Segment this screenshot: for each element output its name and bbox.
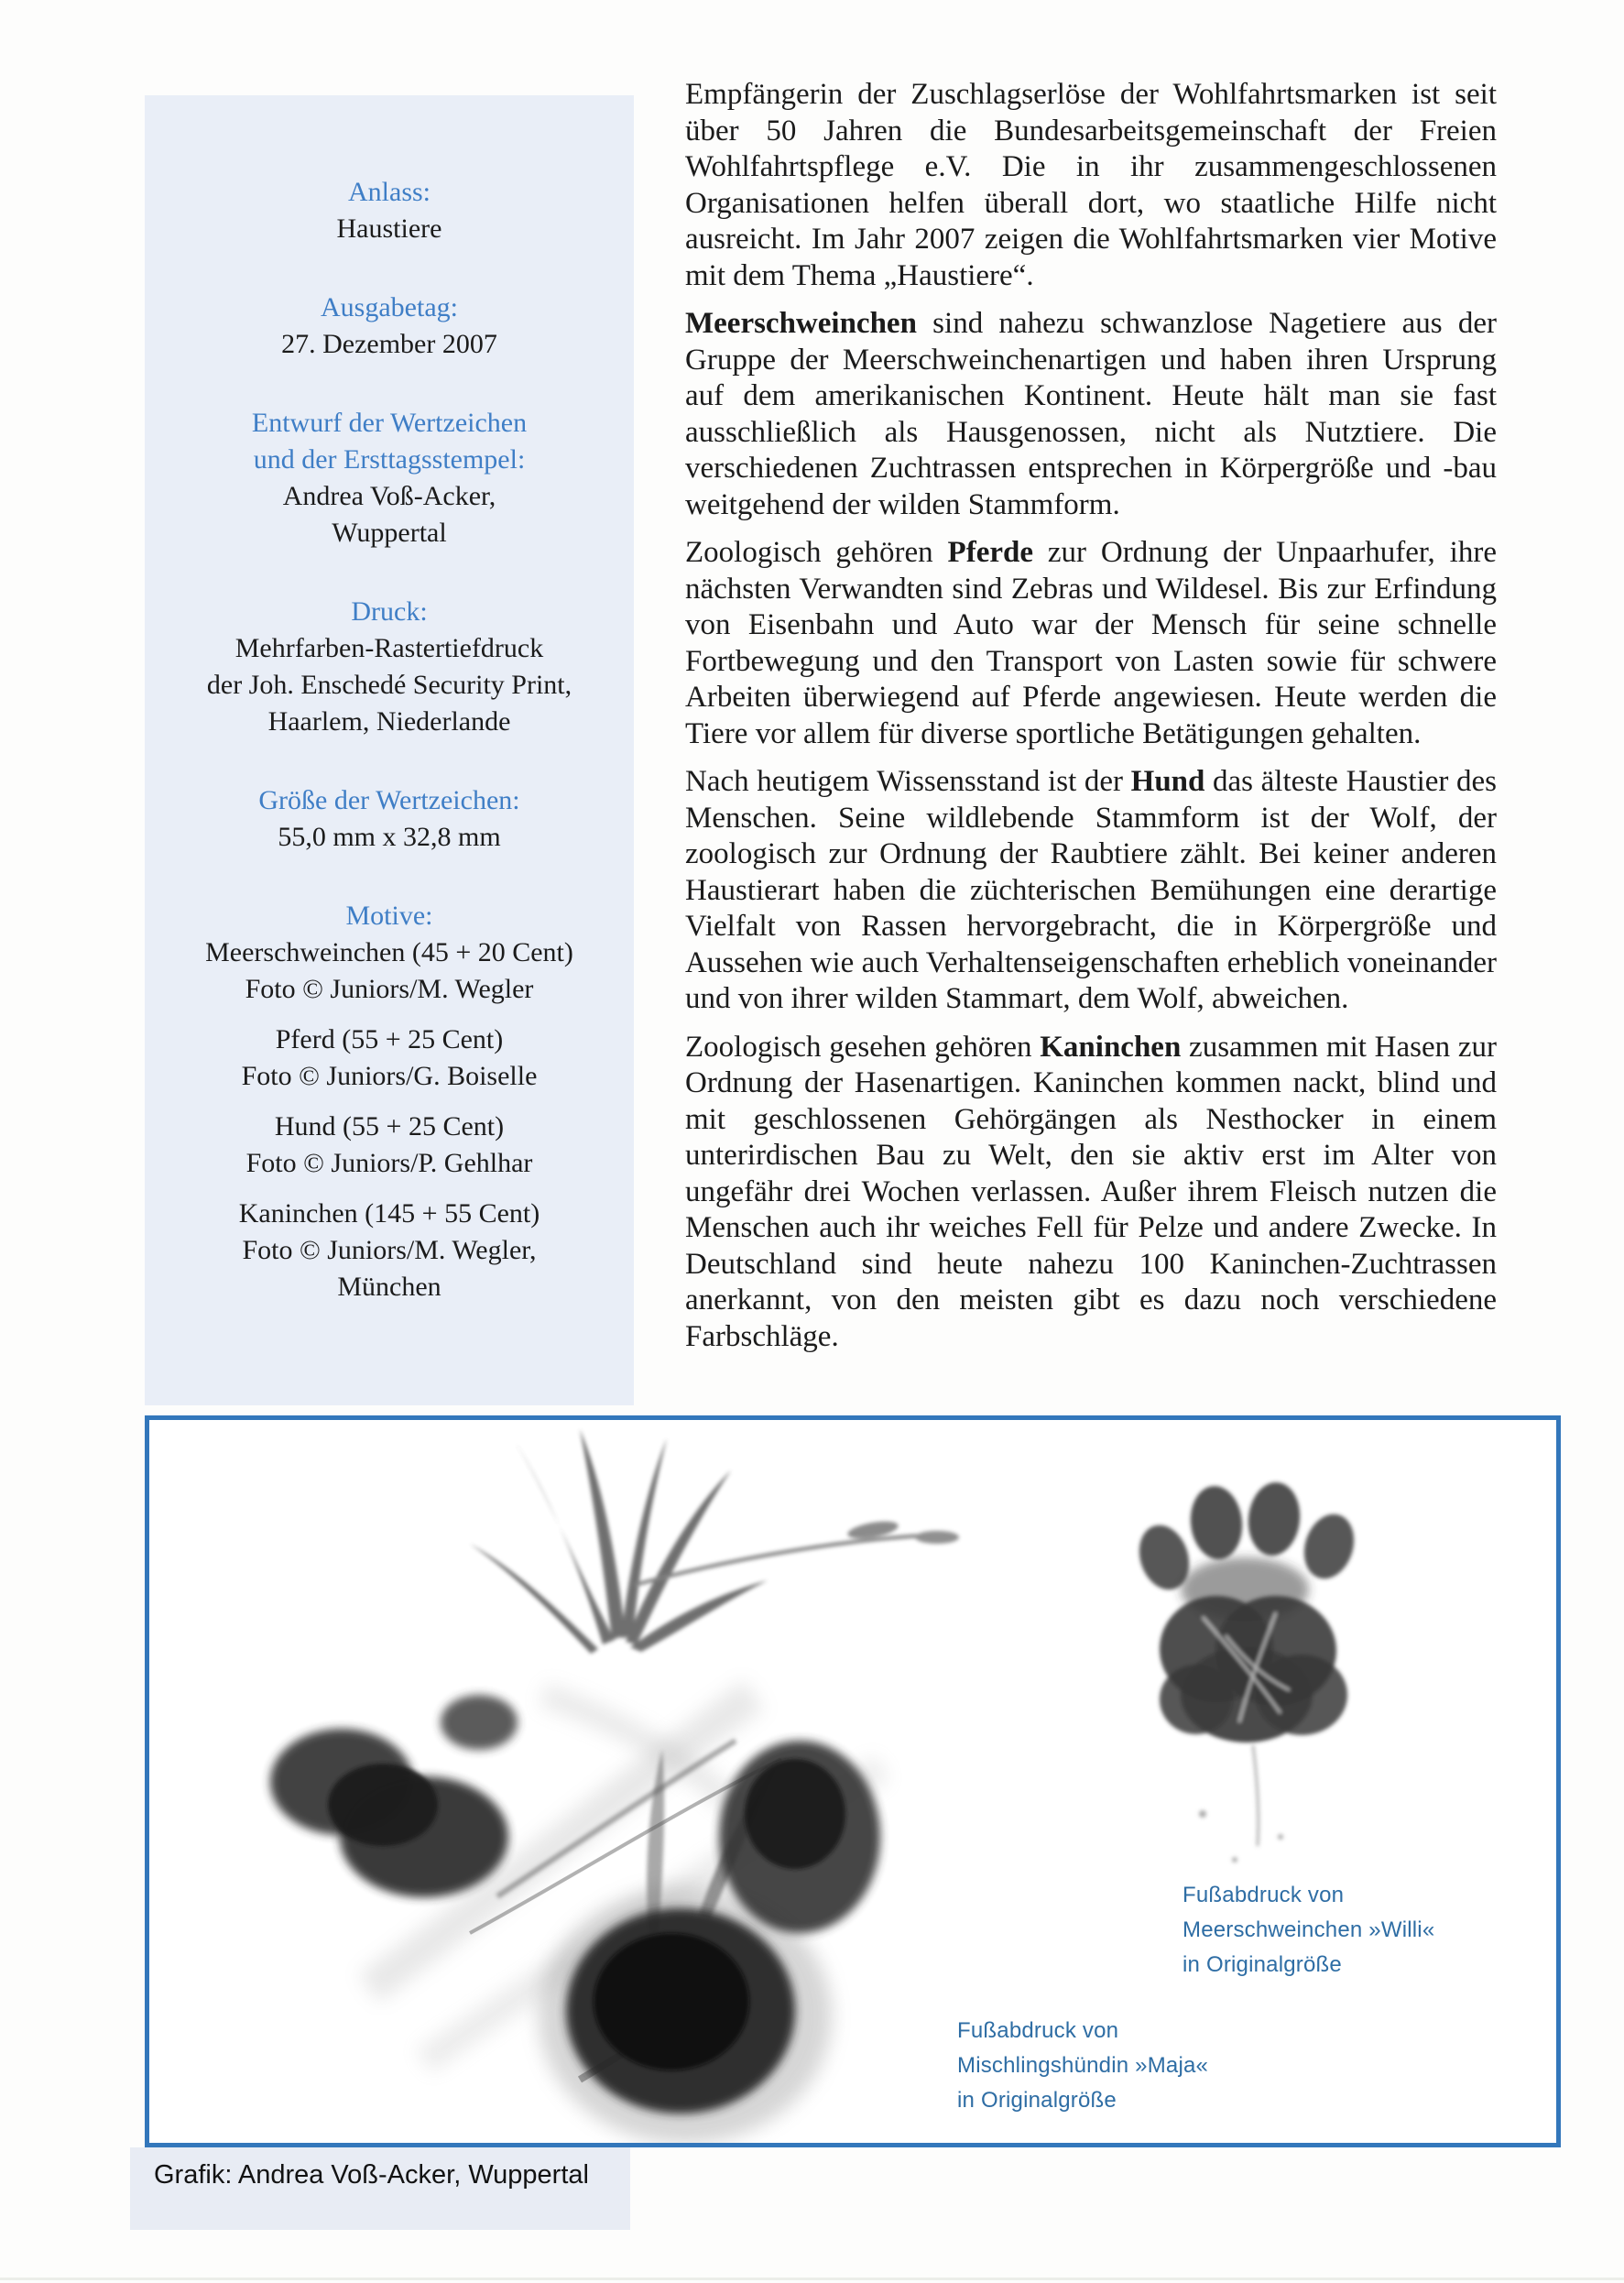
info-section [161,405,617,552]
info-section [161,898,617,1305]
info-section [161,289,617,363]
caption-line: Mischlingshündin »Maja« [957,2053,1209,2078]
section-value-line: 27. Dezember 2007 [281,329,497,359]
article-paragraph [685,764,1497,1018]
section-value-line: Kaninchen (145 + 55 Cent) [238,1198,540,1229]
scan-edge-artifact [0,2278,1624,2280]
section-group [161,819,617,856]
text-run: zusammen mit Hasen zur Ordnung der Hasenartigen. Kaninchen kommen nackt, blind und mit geschlossenen Gehörgängen als Nesthocker in einem unterirdischen Bau zu Welt, den sie aktiv erst im Alter von ungefähr drei Wochen verlassen. Außer ihrem Fleisch nutzen die Menschen auch ihr weiches Fell für Pelze und andere Zwecke. In Deutschland sind heute nahezu 100 Kaninchen-Zuchtrassen anerkannt, von den meisten gibt es dazu noch verschiedene Farbschläge. [685,1030,1497,1353]
section-group [161,1021,617,1095]
section-group [161,1196,617,1305]
section-value-line: Meerschweinchen (45 + 20 Cent) [205,937,573,967]
section-value-line: der Joh. Enschedé Security Print, [206,670,572,700]
text-run: das älteste Haustier des Menschen. Seine wildlebende Stammform ist der Wolf, der zoologisch zur Ordnung der Raubtiere zählt. Bei keiner anderen Haustierart haben die züchterischen Bemühungen eine derartige Vielfalt von Rassen hervorgebracht, die in Körpergröße und Aussehen wie auch Verhaltenseigenschaften erheblich voneinander und von ihrer wilden Stammart, dem Wolf, abweichen. [685,765,1497,1015]
caption-line: Fußabdruck von [957,2018,1119,2043]
text-run: Nach heutigem Wissensstand ist der [685,765,1131,798]
paw-print-graphic [1131,1480,1362,1862]
bold-keyword: Kaninchen [1040,1030,1182,1064]
ink-blobs [270,1695,880,2143]
text-run: Empfängerin der Zuschlagserlöse der Wohlfahrtsmarken ist seit über 50 Jahren die Bundesarbeitsgemeinschaft der Freien Wohlfahrtspflege e.V. Die in ihr zusammengeschlossenen Organisationen helfen überall dort, wo staatliche Hilfe nicht ausreicht. Im Jahr 2007 zeigen die Wohlfahrtsmarken vier Motive mit dem Thema „Haustiere“. [685,78,1497,292]
section-value-line: Mehrfarben-Rastertiefdruck [234,633,544,663]
section-value-line: Haarlem, Niederlande [267,706,511,737]
section-heading-line: Ausgabetag: [321,292,458,322]
section-value-line: Pferd (55 + 25 Cent) [275,1024,504,1054]
section-value-line: Wuppertal [332,518,447,548]
text-run: Zoologisch gehören [685,536,948,569]
article-paragraph [685,77,1497,294]
text-run: zur Ordnung der Unpaarhufer, ihre nächsten Verwandten sind Zebras und Wildesel. Bis zur Erfindung von Eisenbahn und Auto war der Mensch für seine schnelle Fortbewegung und den Transport von Lasten sowie für schwere Arbeiten überwiegend auf Pferde angewiesen. Heute werden die Tiere vor allem für diverse sportliche Betätigungen gehalten. [685,536,1497,750]
stamp-info-panel [145,95,634,1405]
credit-text: Grafik: Andrea Voß-Acker, Wuppertal [154,2160,589,2190]
section-heading-line: Motive: [345,901,433,931]
bold-keyword: Hund [1130,765,1205,798]
section-heading-line: Entwurf der Wertzeichen [251,408,528,438]
article-paragraph [685,1030,1497,1356]
section-value-line: Foto © Juniors/G. Boiselle [241,1061,538,1091]
caption-maja [957,2014,1208,2118]
section-value-line: Haustiere [336,213,442,244]
section-group [161,1109,617,1182]
section-value-line: Foto © Juniors/M. Wegler [245,974,534,1004]
info-section [161,594,617,740]
section-value-line: Foto © Juniors/P. Gehlhar [245,1148,533,1178]
bold-keyword: Meerschweinchen [685,307,917,340]
section-heading-line: und der Ersttagsstempel: [253,444,526,475]
section-value-line: Foto © Juniors/M. Wegler, [242,1235,537,1265]
section-group [161,934,617,1008]
text-run: Zoologisch gesehen gehören [685,1030,1041,1064]
section-value-line: 55,0 mm x 32,8 mm [278,822,501,852]
text-run: sind nahezu schwanzlose Nagetiere aus der Gruppe der Meerschweinchenartigen und haben ihren Ursprung auf dem amerikanischen Kontinent. Heute hält man sie fast ausschließlich als Hausgenossen, nicht als Nutztiere. Die verschiedenen Zuchtrassen entsprechen in Körpergröße und -bau weitgehend der wilden Stammform. [685,307,1497,521]
section-heading-line: Anlass: [348,177,431,207]
credit-strip [130,2147,630,2230]
info-section [161,174,617,247]
caption-willi [1183,1878,1434,1983]
section-group [161,478,617,552]
info-section [161,782,617,856]
caption-line: in Originalgröße [957,2088,1117,2113]
section-heading-line: Größe der Wertzeichen: [258,785,520,815]
bold-keyword: Pferde [947,536,1033,569]
caption-line: Meerschweinchen »Willi« [1183,1917,1435,1942]
caption-line: in Originalgröße [1183,1952,1342,1977]
section-group [161,211,617,247]
section-value-line: Hund (55 + 25 Cent) [274,1111,505,1142]
article-paragraph [685,535,1497,752]
section-group [161,630,617,740]
section-value-line: Andrea Voß-Acker, [282,481,496,511]
section-group [161,326,617,363]
ink-artwork-figure [145,1415,1561,2147]
ink-artwork [149,1420,1556,2143]
article-paragraph [685,306,1497,523]
section-value-line: München [337,1272,441,1302]
article-text-column [685,77,1497,1367]
caption-line: Fußabdruck von [1183,1883,1345,1907]
section-heading-line: Druck: [351,596,428,627]
